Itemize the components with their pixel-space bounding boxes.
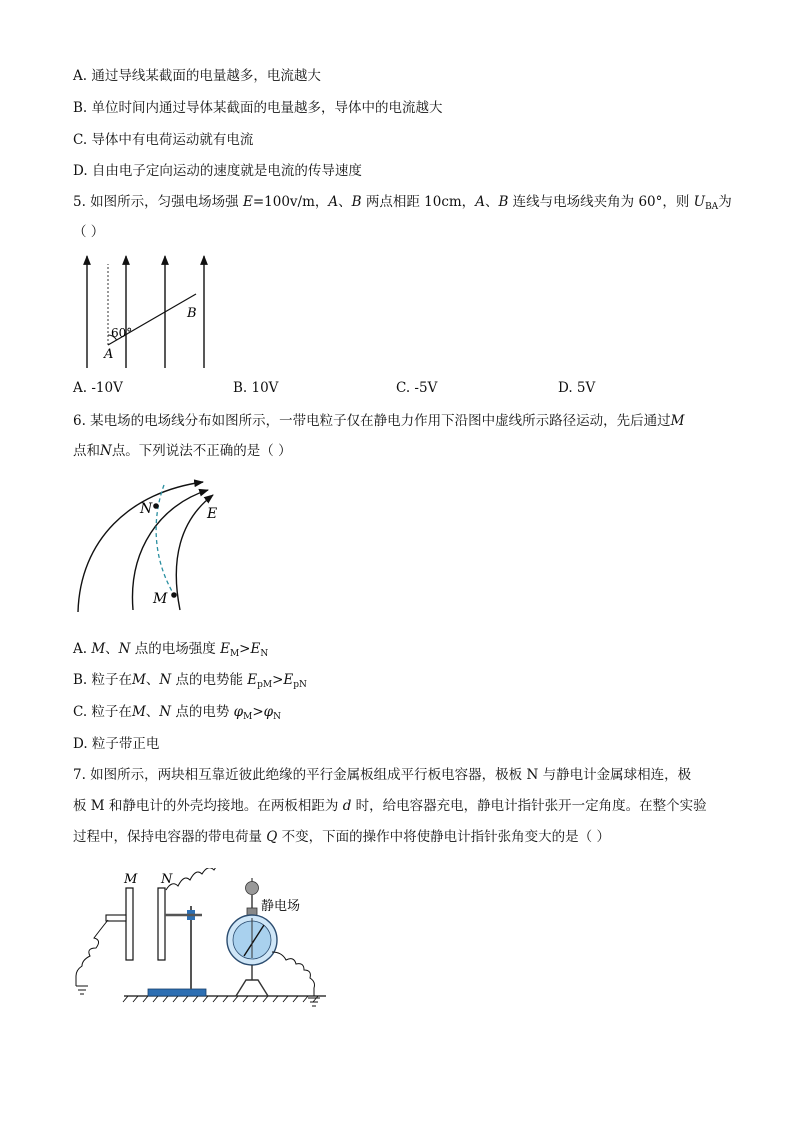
q5-option-a: A. -10V: [73, 380, 123, 396]
particle-path: [156, 485, 176, 598]
ground-symbol-right: [308, 998, 320, 1006]
q5-stem: 5. 如图所示，匀强电场场强 E=100v/m，A、B 两点相距 10cm，A、B 连线与电场线夹角为 60°，则 $U_{BA}$为: [73, 194, 732, 212]
q7-capacitor-figure: [74, 868, 336, 1008]
ground-wire-left: [76, 920, 108, 986]
point-m-label: M: [153, 591, 168, 607]
plate-m-handle: [106, 915, 126, 921]
q6-option-b: B. 粒子在M、N 点的电势能 $E_{pM}>E_{pN}$: [73, 672, 307, 690]
point-m: [171, 592, 177, 598]
point-n-label: N: [140, 501, 153, 517]
q5-option-b: B. 10V: [233, 380, 279, 396]
q7-stem-line1: 7. 如图所示，两块相互靠近彼此绝缘的平行金属板组成平行板电容器，极板 N 与静电计金属球相连，极: [73, 767, 692, 783]
stand-base: [148, 989, 206, 996]
plate-m: [126, 888, 133, 960]
q5-option-c: C. -5V: [396, 380, 438, 396]
q6-option-a: A. M、N 点的电场强度 $E_M>E_N$: [73, 641, 269, 659]
q4-option-b: B. 单位时间内通过导体某截面的电量越多，导体中的电流越大: [73, 100, 443, 116]
point-n: [153, 503, 159, 509]
field-e-label: E: [207, 506, 218, 522]
angle-label: 60°: [111, 326, 133, 340]
ground-symbol-left: [76, 986, 88, 994]
q6-stem-line1: 6. 某电场的电场线分布如图所示，一带电粒子仅在静电力作用下沿图中虚线所示路径运动，先后通过M: [73, 413, 685, 429]
point-b-label: B: [187, 306, 197, 321]
q7-stem-line2: 板 M 和静电计的外壳均接地。在两板相距为 d 时，给电容器充电，静电计指针张开一定角度。在整个实验: [73, 798, 707, 814]
q5-option-d: D. 5V: [558, 380, 596, 396]
q5-answer-paren: （ ）: [73, 224, 105, 240]
q6-option-d: D. 粒子带正电: [73, 736, 160, 752]
q6-stem-line2: 点和N点。下列说法不正确的是（ ）: [73, 443, 292, 459]
point-a-label: A: [104, 347, 114, 362]
q7-stem-line3: 过程中，保持电容器的带电荷量 Q 不变，下面的操作中将使静电计指针张角变大的是（ ）: [73, 829, 610, 845]
ground-hatching: [123, 996, 318, 1002]
electroscope-label: 静电场: [261, 899, 301, 914]
connecting-wire: [166, 868, 259, 890]
q4-option-a: A. 通过导线某截面的电量越多，电流越大: [73, 68, 321, 84]
electroscope-foot: [236, 965, 268, 996]
q6-option-c: C. 粒子在M、N 点的电势 $\varphi_M>\varphi_N$: [73, 704, 281, 722]
plate-n-label: N: [161, 872, 173, 887]
plate-n: [158, 888, 165, 960]
q4-option-d: D. 自由电子定向运动的速度就是电流的传导速度: [73, 163, 362, 179]
electroscope-sphere: [246, 882, 259, 895]
ground-wire-right: [272, 952, 315, 996]
q4-option-c: C. 导体中有电荷运动就有电流: [73, 132, 254, 148]
plate-m-label: M: [124, 872, 138, 887]
q5-field-figure: [74, 250, 224, 375]
q6-field-figure: [70, 470, 240, 620]
